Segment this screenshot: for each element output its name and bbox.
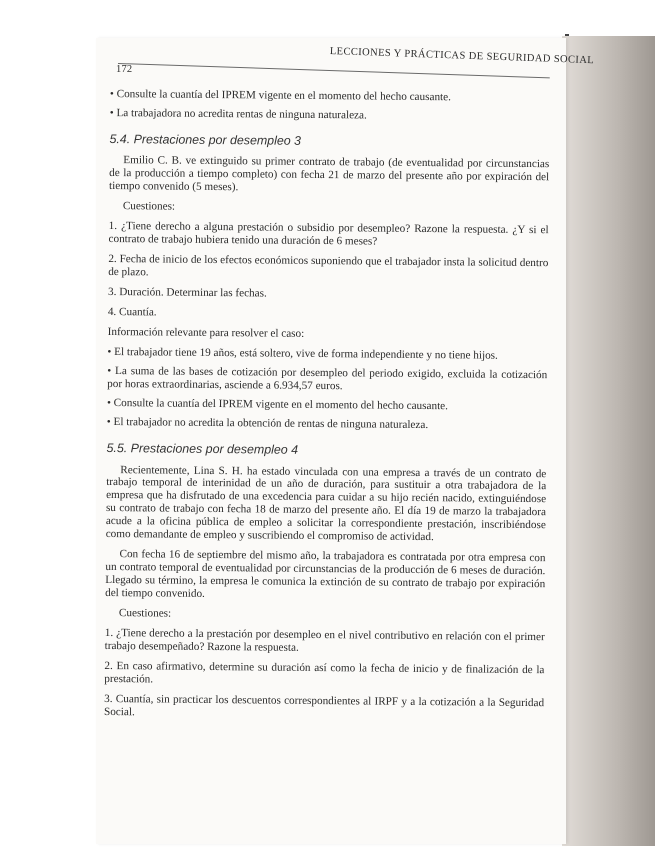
book-binding-shadow: [562, 36, 655, 846]
section-heading: 5.5. Prestaciones por desempleo 4: [106, 441, 299, 457]
list-item: • El trabajador no acredita la obtención de rentas de ninguna naturaleza.: [107, 416, 547, 433]
questions-label: Cuestiones:: [118, 607, 172, 620]
list-item: • El trabajador tiene 19 años, está soltero, vive de forma independiente y no tiene hijos.: [107, 346, 547, 363]
page-content: [104, 88, 550, 730]
question-item: 1. ¿Tiene derecho a alguna prestación o subsidio por desempleo? Razone la respuesta. ¿Y si el contrato de trabajo hubiera tenido una duración de 6 meses?: [108, 220, 549, 248]
page-number: 172: [116, 64, 133, 75]
info-label: Información relevante para resolver el caso:: [107, 326, 305, 341]
question-item: 4. Cuantía.: [107, 306, 157, 319]
section-heading: 5.4. Prestaciones por desempleo 3: [109, 131, 302, 148]
question-item: 3. Duración. Determinar las fechas.: [107, 286, 267, 300]
list-item: • Consulte la cuantía del IPREM vigente en el momento del hecho causante.: [107, 397, 547, 414]
binding-mark: [565, 34, 569, 36]
question-item: 3. Cuantía, sin practicar los descuentos correspondientes al IRPF y a la cotización a la Seguridad Social.: [103, 693, 545, 719]
question-item: 2. Fecha de inicio de los efectos económicos suponiendo que el trabajador insta la solicitud dentro de plazo.: [108, 253, 549, 279]
question-item: 1. ¿Tiene derecho a la prestación por desempleo en el nivel contributivo en relación con el primer trabajo desempeñado? Razone la respuesta.: [104, 627, 545, 655]
list-item: • La trabajadora no acredita rentas de ninguna naturaleza.: [110, 107, 550, 124]
case-paragraph: Emilio C. B. ve extinguido su primer contrato de trabajo (de eventualidad por circunstancias de la producción a tiempo completo) con fecha 21 de marzo del presente año por expiración del tiempo convenido (5 meses).: [108, 154, 550, 194]
questions-label: Cuestiones:: [122, 200, 176, 213]
question-item: 2. En caso afirmativo, determine su duración así como la fecha de inicio y de finalización de la prestación.: [104, 660, 545, 686]
case-paragraph: Con fecha 16 de septiembre del mismo año, la trabajadora es contratada por otra empresa con un contrato temporal de eventualidad por circunstancias de la producción de 6 meses de duración. Llegado su término, la empresa le comunica la extinción de su contrato de trabajo por expiración del tiempo convenido.: [105, 548, 546, 601]
case-paragraph: Recientemente, Lina S. H. ha estado vinculada con una empresa a través de un contrato de trabajo temporal de interinidad de un año de duración, para sustituir a otra trabajadora de la empresa que ha disfrutado de una excedencia para cuidar a su hijo recién nacido, extinguiéndose su contrato de trabajo con fecha 18 de marzo del presente año. El día 19 de marzo la trabajadora acude a la oficina pública de empleo a solicitar la correspondiente prestación, inscribiéndose como demandante de empleo y suscribiendo el compromiso de actividad.: [105, 463, 547, 544]
running-title: LECCIONES Y PRÁCTICAS DE SEGURIDAD SOCIAL: [329, 46, 595, 67]
list-item: • La suma de las bases de cotización por desempleo del periodo exigido, excluida la cotización por horas extraordinarias, asciende a 6.934,57 euros.: [107, 365, 547, 395]
list-item: • Consulte la cuantía del IPREM vigente en el momento del hecho causante.: [110, 88, 550, 105]
